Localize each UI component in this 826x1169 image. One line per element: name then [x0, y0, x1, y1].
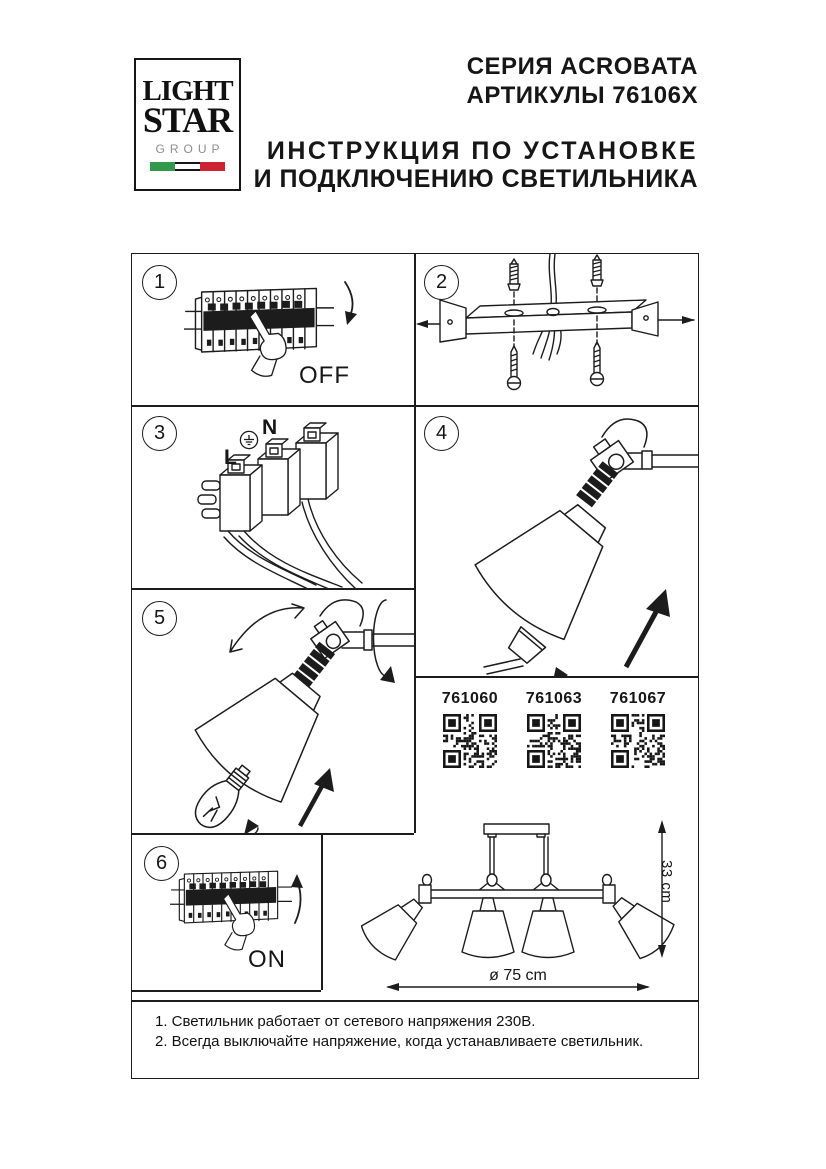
qr-code	[527, 714, 581, 768]
document-header	[254, 52, 698, 193]
lightstar-logo	[134, 58, 241, 191]
on-label: ON	[248, 946, 286, 973]
qr-panel	[428, 690, 680, 768]
step-number-3: 3	[142, 416, 177, 451]
diameter-dimension-label: ø 75 cm	[489, 967, 547, 984]
qr-item	[428, 690, 512, 768]
qr-code	[443, 714, 497, 768]
mounting-bracket-drawing	[414, 254, 698, 405]
qr-article-number: 761067	[609, 690, 667, 707]
series-title: СЕРИЯ ACROBATA	[466, 53, 698, 80]
instruction-grid	[131, 253, 699, 1079]
qr-item	[596, 690, 680, 768]
divider	[414, 676, 698, 678]
safety-notes	[155, 1012, 643, 1052]
lamp-assembly-drawing	[414, 405, 698, 676]
breaker-off-drawing	[132, 254, 414, 405]
step-number-1: 1	[142, 265, 177, 300]
instruction-subtitle-line2: И ПОДКЛЮЧЕНИЮ СВЕТИЛЬНИКА	[253, 165, 698, 193]
qr-code	[611, 714, 665, 768]
instruction-subtitle-line1: ИНСТРУКЦИЯ ПО УСТАНОВКЕ	[266, 137, 698, 165]
step-number-2: 2	[424, 265, 459, 300]
qr-article-number: 761063	[525, 690, 583, 707]
breaker-on-drawing	[132, 833, 321, 990]
logo-group-text: GROUP	[155, 142, 225, 157]
earth-ground-icon	[239, 430, 259, 450]
step-number-4: 4	[424, 416, 459, 451]
line-label: L	[224, 446, 237, 469]
logo-star-text: STAR	[142, 100, 233, 141]
articles-title: АРТИКУЛЫ 76106X	[466, 82, 698, 109]
qr-item	[512, 690, 596, 768]
off-label: OFF	[299, 362, 350, 389]
divider	[321, 833, 323, 990]
divider	[132, 990, 321, 992]
note-line-1: 1. Светильник работает от сетевого напряжения 230В.	[155, 1013, 536, 1030]
neutral-label: N	[262, 416, 278, 439]
note-line-2: 2. Всегда выключайте напряжение, когда устанавливаете светильник.	[155, 1033, 644, 1050]
logo-light-text: LIGHT	[142, 74, 233, 107]
qr-article-number: 761060	[441, 690, 499, 707]
bulb-installation-drawing	[132, 588, 414, 833]
step-number-6: 6	[144, 846, 179, 881]
italian-flag-icon	[150, 162, 226, 171]
height-dimension-label: 33 cm	[658, 860, 675, 904]
step-number-5: 5	[142, 601, 177, 636]
